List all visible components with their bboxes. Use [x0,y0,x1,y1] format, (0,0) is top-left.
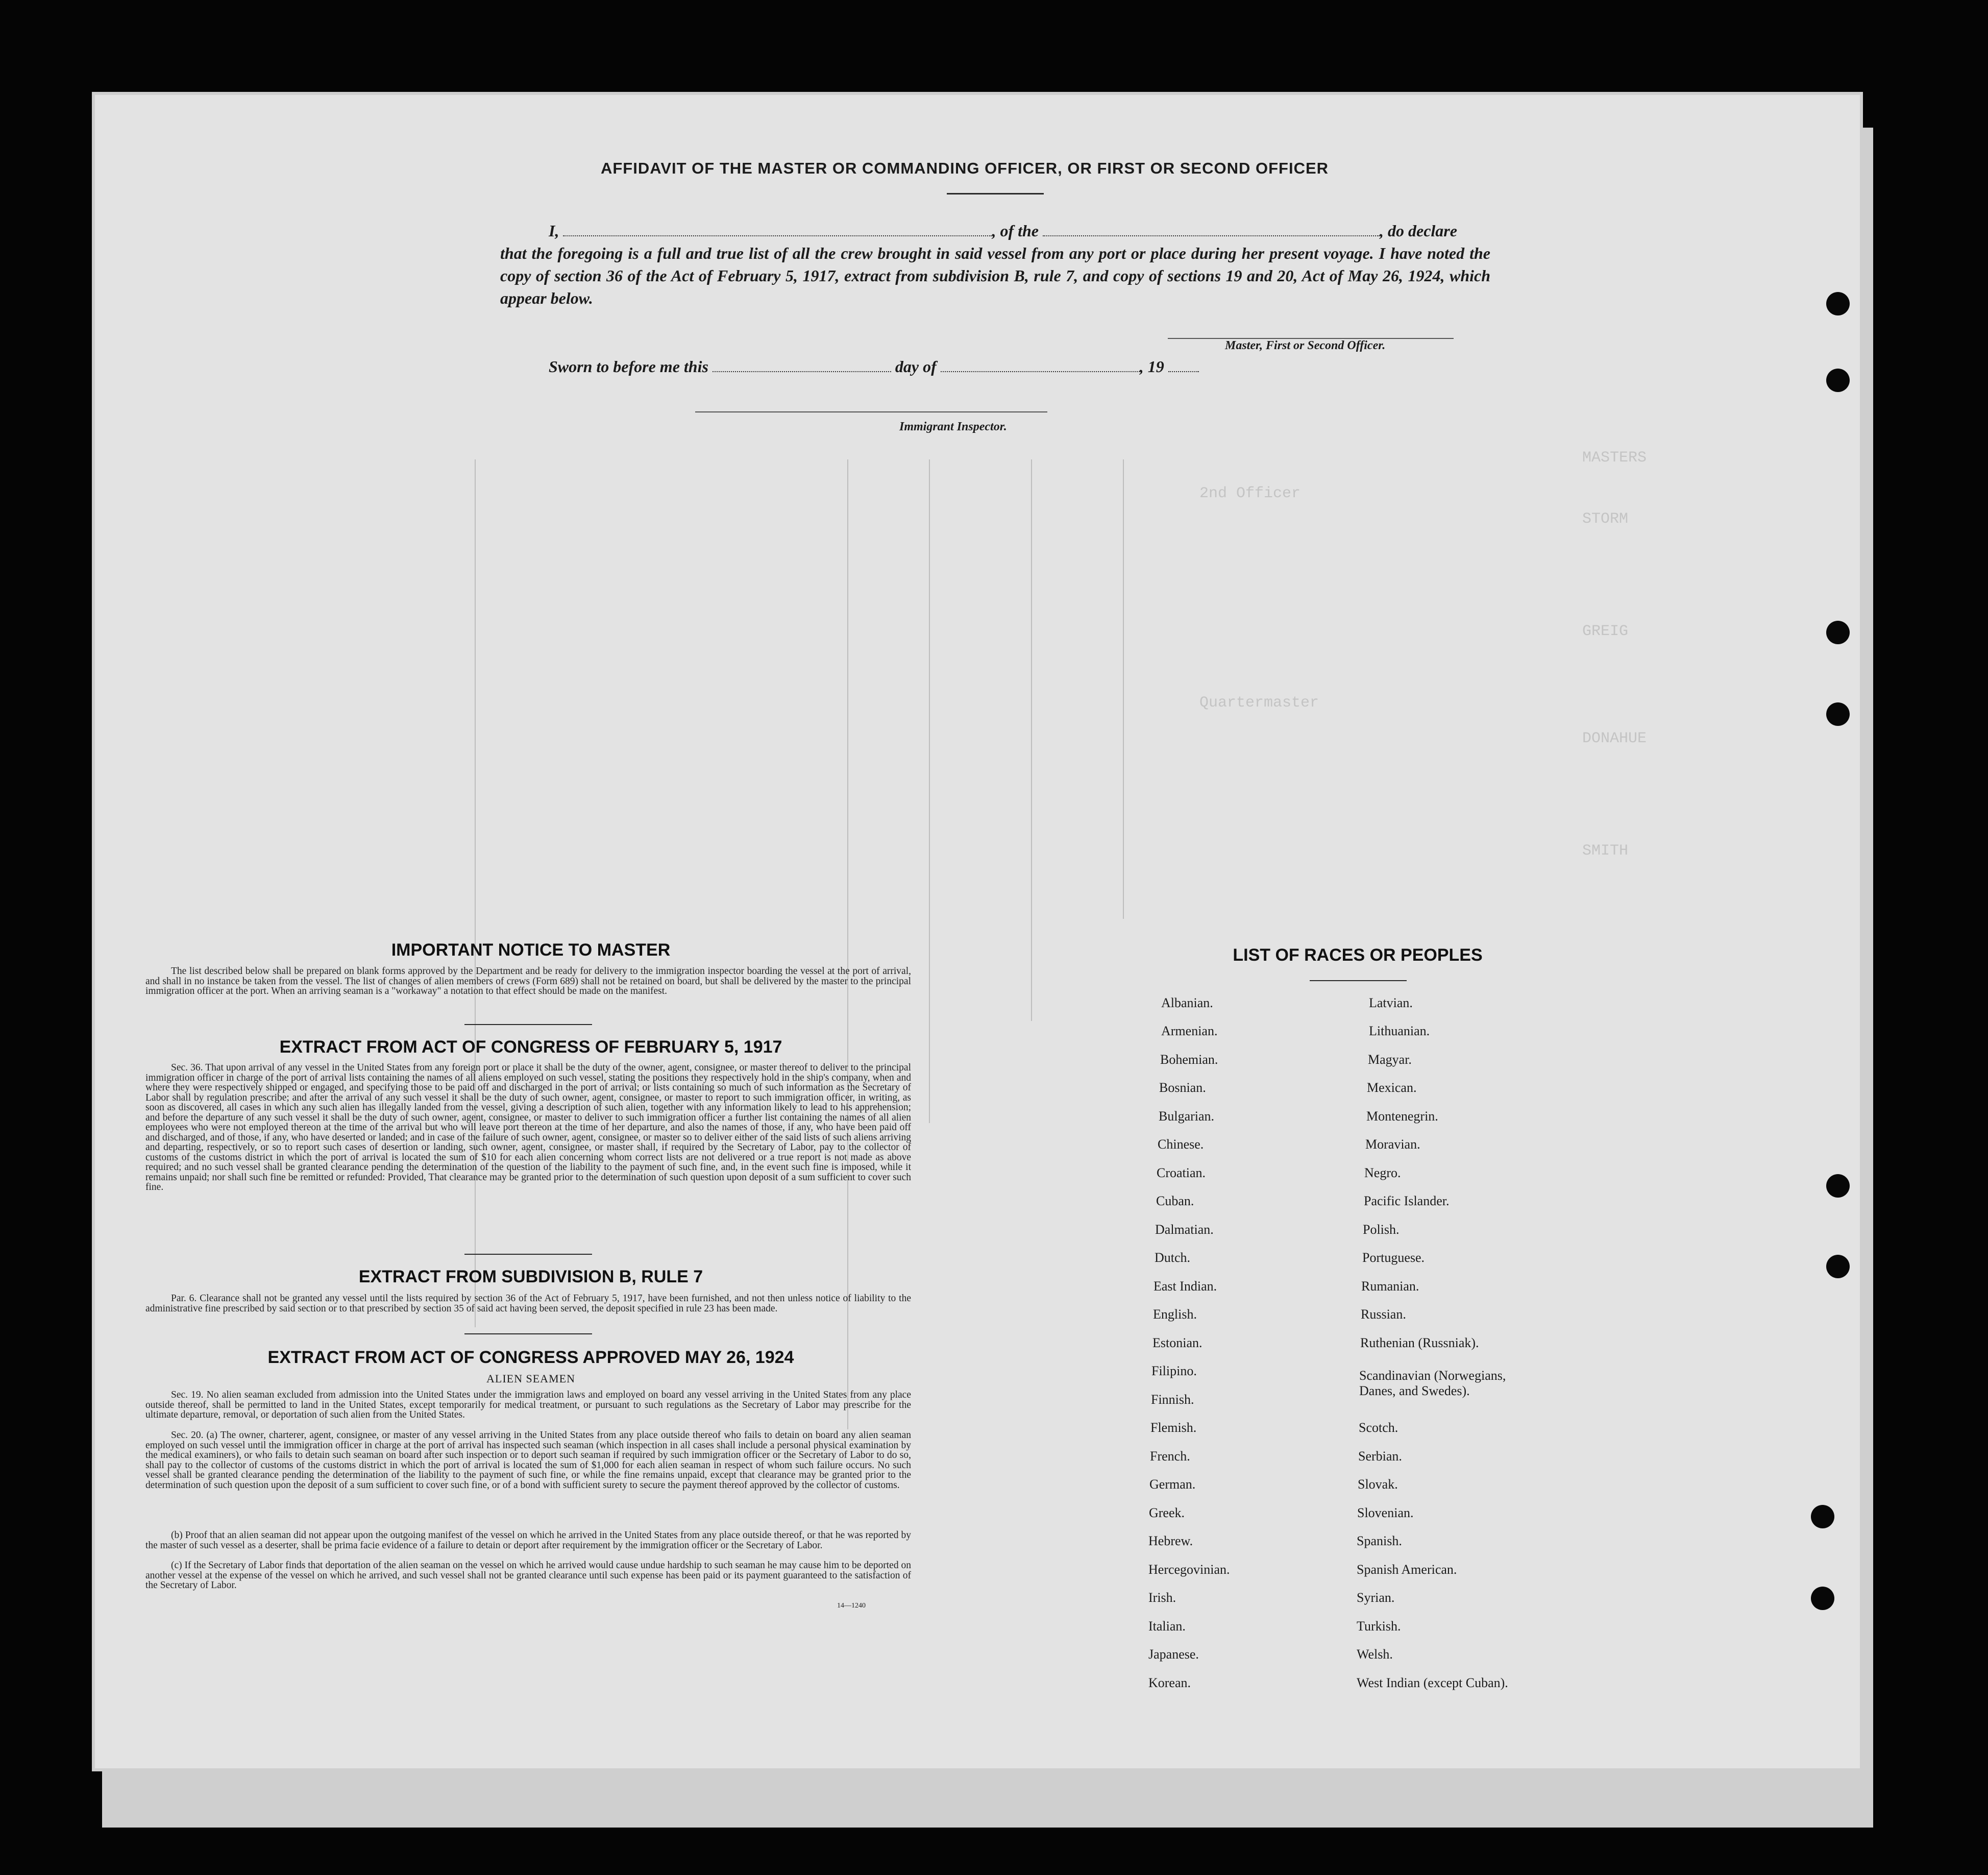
race-right: Syrian. [1357,1590,1395,1605]
sec19-text: Sec. 19. No alien seaman excluded from admission into the United States under the immigration laws and employed on board any vessel arriving in the United States from any place outside thereof, shall be permitted to land in the United States, except temporarily for medical treatment, or pursuant to such regulations as the Secretary of Labor may prescribe for the ultimate departure, removal, or deportation of such alien from the United States. [145,1390,911,1420]
race-left: Dutch. [1155,1250,1191,1265]
race-left: Croatian. [1157,1165,1206,1180]
extract-rule7-title: EXTRACT FROM SUBDIVISION B, RULE 7 [358,1267,703,1286]
race-left: Japanese. [1148,1647,1199,1662]
punch-hole [1826,369,1850,392]
year-label: , 19 [1139,357,1164,376]
race-right: Ruthenian (Russniak). [1360,1335,1479,1350]
divider [947,193,1044,194]
race-right: Mexican. [1367,1080,1417,1095]
race-left: Bohemian. [1160,1052,1218,1067]
notice-title: IMPORTANT NOTICE TO MASTER [391,940,671,960]
vessel-name-field[interactable] [1043,222,1380,236]
bleed-through-text: 2nd Officer [1199,485,1301,502]
race-left: Chinese. [1158,1137,1204,1152]
affidavit-statement: that the foregoing is a full and true list of all the crew brought in said vessel from any port or place during her present voyage. I have noted the copy of section 36 of the Act of February 5, 1917, extract from subdivision B, rule 7, and copy of sections 19 and 20, Act of May 26, 1924, which appear below. [500,244,1490,307]
race-right: Lithuanian. [1369,1024,1430,1038]
race-right: Montenegrin. [1366,1109,1438,1124]
bleed-line [929,459,930,1123]
race-left: Hercegovinian. [1148,1562,1230,1577]
race-right: West Indian (except Cuban). [1357,1675,1508,1690]
race-left: Finnish. [1151,1392,1194,1407]
race-right: Portuguese. [1362,1250,1425,1265]
race-left: Filipino. [1151,1363,1197,1378]
race-left: Hebrew. [1148,1533,1193,1548]
sec20b-text: (b) Proof that an alien seaman did not appear upon the outgoing manifest of the vessel on which he arrived in the United States from any place outside thereof, or that he was reported by the master of such vessel as a deserter, shall be prima facie evidence of a failure to detain or deport after requirement by the immigration officer or the Secretary of Labor. [145,1530,911,1551]
affidavit-declare-label: , do declare [1380,222,1457,240]
sec20a-text: Sec. 20. (a) The owner, charterer, agent, consignee, or master of any vessel arriving in the United States from any place outside thereof who fails to detain on board any alien seaman employed on such vessel until the immigration officer in charge at the port of arrival has inspected such seaman (which inspection in all cases shall include a personal physical examination by the medical examiners), or who fails to detain such seaman on board after such inspection or to deport such seaman if required by such immigration officer or the Secretary of Labor to do so, shall pay to the collector of customs of the customs district in which the port of arrival is located the sum of $1,000 for each alien seaman in respect of whom such failure occurs. No such vessel shall be granted clearance pending the determination of the liability to the payment of such fine, or while the fine remains unpaid, except that clearance may be granted prior to the determination of such question upon the deposit of a sum sufficient to cover such fine, or of a bond with sufficient surety to secure the payment thereof approved by the collector of customs. [145,1430,911,1491]
race-left: Korean. [1148,1675,1191,1690]
race-right: Polish. [1363,1222,1400,1237]
document-page [92,92,1863,1771]
sworn-month-field[interactable] [941,358,1140,372]
race-right: Negro. [1364,1165,1401,1180]
bleed-through-text: DONAHUE [1582,730,1647,747]
sworn-day-field[interactable] [713,358,891,372]
notice-text: The list described below shall be prepared on blank forms approved by the Department and be ready for delivery to the immigration inspector boarding the vessel at the port of arrival, and shall in no instance be taken from the vessel. The list of changes of alien members of crews (Form 689) shall not be retained on board, but shall be delivered by the master to the principal immigration officer at the port. When an arriving seaman is a "workaway" a notation to that effect should be made on the manifest. [145,966,911,996]
race-right: Scotch. [1359,1420,1398,1435]
race-left: East Indian. [1153,1279,1217,1294]
form-number: 14—1240 [837,1602,866,1610]
extract-1924-title: EXTRACT FROM ACT OF CONGRESS APPROVED MAY 26, 1924 [267,1348,794,1367]
race-right: Pacific Islander. [1364,1194,1450,1208]
day-of-label: day of [895,357,937,376]
inspector-signature-line[interactable] [695,411,1047,412]
race-left: German. [1149,1477,1196,1492]
master-name-field[interactable] [563,222,992,236]
race-left: Irish. [1148,1590,1176,1605]
punch-hole [1811,1587,1834,1610]
race-left: Bosnian. [1159,1080,1206,1095]
extract-rule7-text: Par. 6. Clearance shall not be granted any vessel until the lists required by section 36 of the Act of February 5, 1917, have been furnished, and not then unless notice of liability to the administrative fine prescribed by said section or to that prescribed by section 35 of said act having been served, the deposit specified in rule 23 has been made. [145,1293,911,1314]
race-right: Latvian. [1369,995,1413,1010]
divider [464,1024,592,1025]
master-signature-label: Master, First or Second Officer. [1225,339,1386,352]
race-right: Spanish. [1357,1533,1402,1548]
race-right: Rumanian. [1361,1279,1419,1294]
race-left: English. [1153,1307,1197,1322]
sworn-label: Sworn to before me this [549,357,708,376]
race-left: Bulgarian. [1159,1109,1215,1124]
sworn-line [549,357,1199,376]
punch-hole [1826,1255,1850,1278]
bleed-through-text: SMITH [1582,842,1629,860]
punch-hole [1826,702,1850,726]
punch-hole [1826,1174,1850,1198]
race-left: Italian. [1148,1619,1186,1634]
race-right: Scandinavian (Norwegians, Danes, and Swedes). [1359,1368,1506,1398]
bleed-through-text: Quartermaster [1199,694,1319,712]
race-right: Slovak. [1358,1477,1398,1492]
race-right: Spanish American. [1357,1562,1457,1577]
divider [464,1254,592,1255]
extract-1917-title: EXTRACT FROM ACT OF CONGRESS OF FEBRUARY 5, 1917 [279,1037,782,1057]
race-left: Dalmatian. [1155,1222,1214,1237]
race-left: Cuban. [1156,1194,1194,1208]
race-left: Flemish. [1150,1420,1197,1435]
divider [464,1333,592,1334]
race-right: Turkish. [1357,1619,1401,1634]
bleed-through-text: MASTERS [1582,449,1647,467]
race-right: Moravian. [1365,1137,1420,1152]
race-right: Slovenian. [1357,1505,1414,1520]
race-left: Estonian. [1152,1335,1202,1350]
affidavit-title: AFFIDAVIT OF THE MASTER OR COMMANDING OFFICER, OR FIRST OR SECOND OFFICER [600,159,1329,177]
race-left: Greek. [1149,1505,1185,1520]
race-right: Welsh. [1357,1647,1393,1662]
bleed-through-text: GREIG [1582,623,1629,640]
affidavit-of-label: , of the [992,222,1039,240]
bleed-line [1031,459,1032,1021]
extract-1917-text: Sec. 36. That upon arrival of any vessel in the United States from any foreign port or place it shall be the duty of the owner, agent, consignee, or master thereof to deliver to the principal immigration officer in charge of the port of arrival lists containing the names of all aliens employed on such vessel, stating the positions they respectively hold in the ship's company, when and where they were respectively shipped or engaged, and specifying those to be paid off and discharged in the port of arrival; or lists containing so much of such information as the Secretary of Labor shall by regulation prescribe; and after the arrival of any such vessel it shall be the duty of such owner, agent, consignee, or master to report to such immigration officer, in writing, as soon as discovered, all cases in which any such alien has illegally landed from the vessel, giving a description of such alien, together with any information likely to lead to his apprehension; and before the departure of any such vessel it shall be the duty of such owner, agent, consignee, or master to deliver to such immigration officer a further list containing the names of all alien employees who were not employed thereon at the time of the arrival but who will leave port thereon at the time of her departure, and also the names of those, if any, who have been paid off and discharged, and of those, if any, who have deserted or landed; and in case of the failure of such owner, agent, consignee, or master so to deliver either of the said lists of such aliens arriving and departing, respectively, or so to report such cases of desertion or landing, such owner, agent, consignee, or master shall, if required by the Secretary of Labor, pay to the collector of customs of the customs district in which the port of arrival is located the sum of $10 for each alien concerning whom correct lists are not delivered or a true report is not made as above required; and no such vessel shall be granted clearance pending the determination of the question of the liability to the payment of such fine, and, in the event such fine is imposed, while it remains unpaid; nor shall such fine be remitted or refunded: Provided, That clearance may be granted prior to the determination of such question upon deposit of a sum sufficient to cover such fine. [145,1062,911,1192]
punch-hole [1826,292,1850,315]
races-title: LIST OF RACES OR PEOPLES [1233,945,1483,965]
inspector-signature-label: Immigrant Inspector. [899,420,1007,433]
sworn-year-field[interactable] [1168,358,1199,372]
punch-hole [1826,621,1850,644]
bleed-through-text: STORM [1582,510,1629,528]
sec20c-text: (c) If the Secretary of Labor finds that deportation of the alien seaman on the vessel on which he arrived would cause undue hardship to such seaman he may cause him to be deported on another vessel at the expense of the vessel on which he arrived, and such vessel shall not be granted clearance until such expense has been paid or its payment guaranteed to the satisfaction of the Secretary of Labor. [145,1560,911,1591]
race-right: Serbian. [1358,1449,1402,1464]
race-right: Magyar. [1368,1052,1412,1067]
bleed-line [475,459,476,1327]
alien-seamen-subtitle: ALIEN SEAMEN [486,1372,575,1385]
race-right: Russian. [1361,1307,1406,1322]
affidavit-body [500,220,1490,309]
race-left: Armenian. [1161,1024,1218,1038]
bleed-line [1123,459,1124,919]
affidavit-i-label: I, [549,222,559,240]
divider [1310,980,1407,981]
punch-hole [1811,1505,1834,1528]
race-left: French. [1150,1449,1190,1464]
race-left: Albanian. [1161,995,1213,1010]
